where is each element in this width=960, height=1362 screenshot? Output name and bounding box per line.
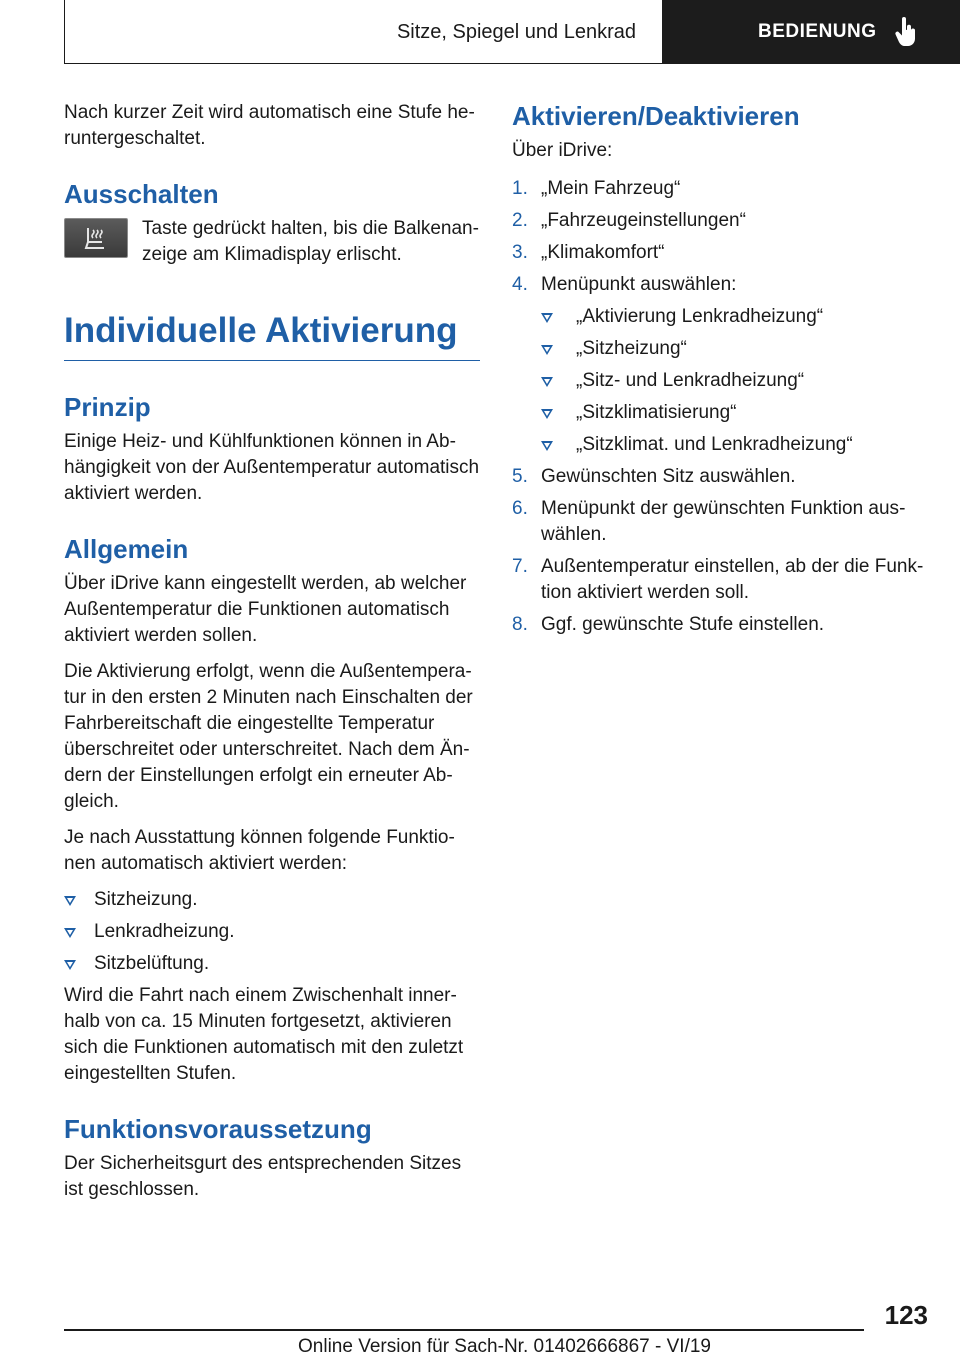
section-title: Sitze, Spiegel und Lenkrad [396, 20, 636, 43]
page-number: 123 [884, 1300, 928, 1330]
allgemein-paragraph-2: Die Aktivierung erfolgt, wenn die Außentemperatur in den ersten 2 Minuten nach Einschalten der Fahrbereitschaft die eingestellte Temperatur überschreitet oder unterschreitet. Nach dem Ändern der Einstellungen erfolgt ein erneuter Abgleich. [64, 661, 473, 812]
step-number: 2. [512, 210, 528, 231]
footer-version-text: Online Version für Sach-Nr. 01402666867 - VI/19 [298, 1336, 711, 1357]
menu-option [541, 432, 932, 458]
ausschalten-text: Taste gedrückt halten, bis die Balkenanzeige am Klimadisplay erlischt. [142, 218, 479, 265]
idrive-intro: Über iDrive: [512, 140, 613, 161]
step-text: Menüpunkt der gewünschten Funktion auswählen. [541, 498, 906, 545]
list-item-text: Lenkradheizung. [94, 921, 235, 942]
prinzip-text: Einige Heiz- und Kühlfunktionen können in Abhängigkeit von der Außentemperatur automatisch aktiviert werden. [64, 431, 480, 504]
step-text: „Mein Fahrzeug“ [541, 178, 681, 199]
step-number: 3. [512, 242, 528, 263]
pointing-hand-icon [893, 17, 919, 47]
allgemein-paragraph-3: Je nach Ausstattung können folgende Funktionen automatisch aktiviert werden: [64, 827, 455, 874]
menu-option-text: „Sitzklimatisierung“ [576, 402, 737, 423]
step-item [512, 272, 932, 458]
allgemein-paragraph-1: Über iDrive kann eingestellt werden, ab welcher Außentemperatur die Funktionen automatisch aktiviert werden sollen. [64, 573, 467, 646]
aktivieren-heading: Aktivieren/Deaktivieren [512, 101, 800, 131]
step-item [512, 554, 932, 606]
triangle-bullet-icon [64, 928, 76, 938]
step-item [512, 240, 932, 266]
step-item [512, 496, 932, 548]
menu-option [541, 304, 932, 330]
intro-text: Nach kurzer Zeit wird automatisch eine Stufe heruntergeschaltet. [64, 102, 475, 149]
menu-option-text: „Sitzheizung“ [576, 338, 687, 359]
list-item [64, 887, 480, 913]
allgemein-heading: Allgemein [64, 534, 189, 564]
chapter-tab-label: BEDIENUNG [758, 21, 877, 42]
menu-option-list [541, 304, 932, 458]
menu-option-text: „Sitzklimat. und Lenkradheizung“ [576, 434, 853, 455]
menu-option [541, 336, 932, 362]
step-text: „Klimakomfort“ [541, 242, 665, 263]
list-item [64, 919, 480, 945]
step-item [512, 176, 932, 202]
main-heading: Individuelle Aktivierung [64, 312, 480, 361]
triangle-bullet-icon [541, 441, 553, 451]
list-item-text: Sitzbelüftung. [94, 953, 210, 974]
prinzip-heading: Prinzip [64, 392, 151, 422]
step-number: 6. [512, 498, 528, 519]
list-item [64, 951, 480, 977]
step-item [512, 612, 932, 638]
steps-list [512, 176, 932, 638]
step-number: 8. [512, 614, 528, 635]
seat-heating-button-icon [64, 218, 128, 258]
step-number: 4. [512, 274, 528, 295]
step-item [512, 208, 932, 234]
triangle-bullet-icon [541, 345, 553, 355]
step-number: 1. [512, 178, 528, 199]
step-text: Menüpunkt auswählen: [541, 274, 737, 295]
triangle-bullet-icon [64, 896, 76, 906]
menu-option-text: „Sitz- und Lenkradheizung“ [576, 370, 805, 391]
triangle-bullet-icon [64, 960, 76, 970]
menu-option-text: „Aktivierung Lenkradheizung“ [576, 306, 824, 327]
step-text: Außentemperatur einstellen, ab der die Funktion aktiviert werden soll. [541, 556, 924, 603]
ausschalten-block [64, 216, 480, 268]
triangle-bullet-icon [541, 313, 553, 323]
step-text: „Fahrzeugeinstellungen“ [541, 210, 746, 231]
funktionsvoraussetzung-heading: Funktionsvoraussetzung [64, 1114, 372, 1144]
list-item-text: Sitzheizung. [94, 889, 198, 910]
right-column [512, 100, 932, 644]
chapter-tab[interactable] [662, 0, 960, 64]
funktionsvoraussetzung-text: Der Sicherheitsgurt des entsprechenden Sitzes ist geschlossen. [64, 1153, 462, 1200]
step-text: Ggf. gewünschte Stufe einstellen. [541, 614, 825, 635]
menu-option [541, 400, 932, 426]
ausschalten-heading: Ausschalten [64, 179, 219, 209]
triangle-bullet-icon [541, 409, 553, 419]
function-list [64, 887, 480, 977]
step-number: 5. [512, 466, 528, 487]
left-column [64, 100, 480, 1213]
step-text: Gewünschten Sitz auswählen. [541, 466, 796, 487]
step-number: 7. [512, 556, 528, 577]
step-item [512, 464, 932, 490]
footer-divider [64, 1329, 864, 1331]
allgemein-paragraph-4: Wird die Fahrt nach einem Zwischenhalt innerhalb von ca. 15 Minuten fortgesetzt, aktivieren sich die Funktionen automatisch mit den zuletzt eingestellten Stufen. [64, 985, 464, 1084]
menu-option [541, 368, 932, 394]
triangle-bullet-icon [541, 377, 553, 387]
